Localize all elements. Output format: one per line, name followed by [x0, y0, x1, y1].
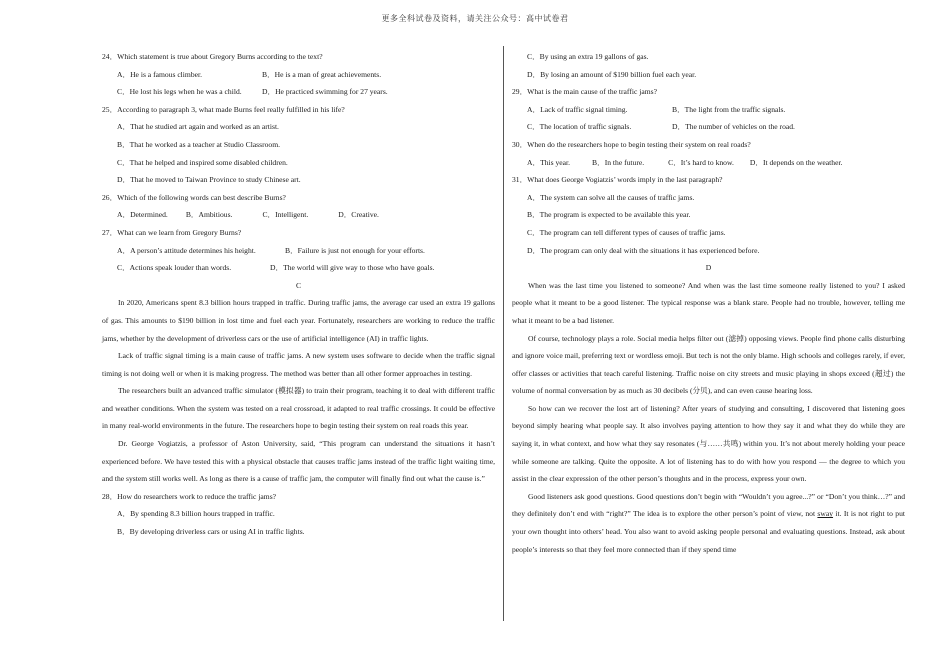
option-d: D．The world will give way to those who have goals.: [270, 263, 435, 273]
option-c: C．By using an extra 19 gallons of gas.: [527, 52, 649, 61]
question-26-options: [102, 206, 495, 224]
question-27-options-ab: [102, 242, 495, 260]
option-b: B．That he worked as a teacher at Studio Classroom.: [117, 139, 281, 149]
passage-d-paragraph-2: Of course, technology plays a role. Social media helps filter out (滤掉) opposing views. People find phone calls disturbing and ignore voice mail, preferring text or wordless emoji. But tech is not the only blame. High schools and colleges rarely, if ever, offer classes or activities that teach careful listening. Traffic noise on city streets and music playing in shops exceed (超过) the volume of normal conversation by as much as 30 decibels (分贝), and can even cause hearing loss.: [512, 333, 905, 396]
option-a: A．This year.: [527, 157, 571, 167]
question-30: 30．When do the researchers hope to begin testing their system on real roads?: [512, 139, 751, 149]
option-d: D．The program can only deal with the situations it has experienced before.: [527, 245, 760, 255]
question-29-options-cd: [512, 118, 905, 136]
option-c: C．That he helped and inspired some disabled children.: [117, 157, 288, 167]
option-c: C．Intelligent.: [262, 210, 309, 220]
option-d: D．It depends on the weather.: [749, 157, 843, 167]
passage-d-paragraph-4: [512, 488, 905, 558]
option-b: B．Ambitious.: [185, 210, 233, 220]
page-header: 更多全科试卷及资料，请关注公众号：高中试卷君: [381, 14, 569, 23]
question-31: 31．What does George Vogiatzis’ words imply in the last paragraph?: [512, 175, 723, 185]
option-b: B．Failure is just not enough for your efforts.: [285, 245, 425, 255]
question-27: 27．What can we learn from Gregory Burns?: [102, 227, 242, 237]
option-a: A．The system can solve all the causes of traffic jams.: [527, 192, 695, 202]
paragraph-4-part-1: Good listeners ask good questions. Good questions don’t begin with “Wouldn’t you agree...?” or “Don’t you think…?” and they definitely don’t end with “right?” The idea is to explore the other person’s point of view, not: [512, 491, 905, 519]
option-b: B．By developing driverless cars or using AI in traffic lights.: [117, 527, 305, 537]
option-c: C．The location of traffic signals.: [527, 122, 632, 132]
passage-c-paragraph-2: Lack of traffic signal timing is a main cause of traffic jams. A new system uses software to decide when the traffic signal timing is not doing well or when it is making progress. The method was better than all other former approaches in testing.: [102, 351, 495, 378]
option-c: C．It’s hard to know.: [668, 157, 734, 167]
option-b: B．He is a man of great achievements.: [262, 69, 382, 79]
option-b: B．The light from the traffic signals.: [672, 104, 786, 114]
passage-d-paragraph-1: When was the last time you listened to someone? And when was the last time someone really listened to you? I asked people what it meant to be a good listener. The typical response was a blank stare. People had no trouble, however, telling me what it meant to be a bad listener.: [512, 280, 905, 325]
option-d: D．The number of vehicles on the road.: [672, 122, 795, 132]
paragraph-4-part-2: it. It is not right to put your own thought into others’ head. You also want to avoid asking people personal and evaluating questions. Instead, ask about people’s interests so that they feel more connected than if they spend time: [512, 509, 905, 554]
option-a: A．He is a famous climber.: [117, 69, 202, 79]
option-a: A．Lack of traffic signal timing.: [527, 104, 628, 114]
question-29: 29．What is the main cause of the traffic jams?: [512, 87, 657, 97]
option-a: A．By spending 8.3 billion hours trapped in traffic.: [117, 509, 275, 519]
option-d: D．Creative.: [338, 210, 379, 220]
option-a: A．Determined.: [117, 210, 168, 220]
question-25: 25．According to paragraph 3, what made Burns feel really fulfilled in his life?: [102, 104, 345, 114]
left-column: [102, 48, 495, 541]
right-column: [512, 48, 905, 558]
option-b: B．The program is expected to be available this year.: [527, 210, 691, 220]
option-a: A．A person’s attitude determines his height.: [117, 245, 256, 255]
question-30-options: [512, 154, 905, 172]
option-c: C．The program can tell different types of causes of traffic jams.: [527, 227, 726, 237]
passage-c-paragraph-1: In 2020, Americans spent 8.3 billion hours trapped in traffic. During traffic jams, the average car used an extra 19 gallons of gas. This amounts to $190 billion in lost time and fuel each year. Fortunately, researchers are working to reduce the traffic jams, whether by the development of driverless cars or the use of artificial intelligence (AI) in traffic lights.: [102, 298, 495, 343]
option-b: B．In the future.: [592, 157, 645, 167]
option-d: D．By losing an amount of $190 billion fuel each year.: [527, 69, 697, 79]
question-27-options-cd: [102, 259, 495, 277]
passage-c-paragraph-4: Dr. George Vogiatzis, a professor of Aston University, said, “This program can understand the situations it hasn’t experienced before. We have tested this with a physical obstacle that causes traffic jams instead of the traffic light waiting time, and the system still works well. As long as there is a cause of traffic jam, the computer will finally find out what the cause is.”: [102, 439, 495, 484]
question-28: 28．How do researchers work to reduce the traffic jams?: [102, 491, 277, 501]
column-divider: [503, 46, 504, 621]
option-a: A．That he studied art again and worked as an artist.: [117, 122, 279, 132]
question-24: 24．Which statement is true about Gregory Burns according to the text?: [102, 52, 323, 61]
question-29-options-ab: [512, 101, 905, 119]
option-d: D．That he moved to Taiwan Province to study Chinese art.: [117, 175, 301, 185]
option-d: D．He practiced swimming for 27 years.: [262, 87, 388, 97]
passage-c-paragraph-3: The researchers built an advanced traffic simulator (模拟器) to train their program, teaching it to deal with different traffic and weather conditions. When the system was tested on a real crossroad, it adapted to real traffic crossings. It could be effective in many real-world environments in the future. The researchers hope to begin testing their system on real roads this year.: [102, 386, 495, 431]
passage-d-paragraph-3: So how can we recover the lost art of listening? After years of studying and consulting, I discovered that listening goes beyond simply hearing what people say. It also involves paying attention to how they say it and what they do while they are saying it, in what context, and how what they say resonates (与……共鸣) within you. It’s not about merely holding your peace while someone are talking. Quite the opposite. A lot of listening has to do with how you respond — the degree to which you assist in the clear expression of the other person’s thoughts and in the process, express your own.: [512, 403, 905, 484]
question-26: 26．Which of the following words can best describe Burns?: [102, 192, 286, 202]
underlined-word-sway: sway: [817, 509, 834, 519]
option-c: C．He lost his legs when he was a child.: [117, 87, 242, 97]
section-d-heading: D: [705, 263, 712, 273]
question-24-options-cd: [102, 83, 495, 101]
section-c-heading: C: [295, 280, 302, 290]
question-24-options-ab: [102, 66, 495, 84]
option-c: C．Actions speak louder than words.: [117, 263, 232, 273]
